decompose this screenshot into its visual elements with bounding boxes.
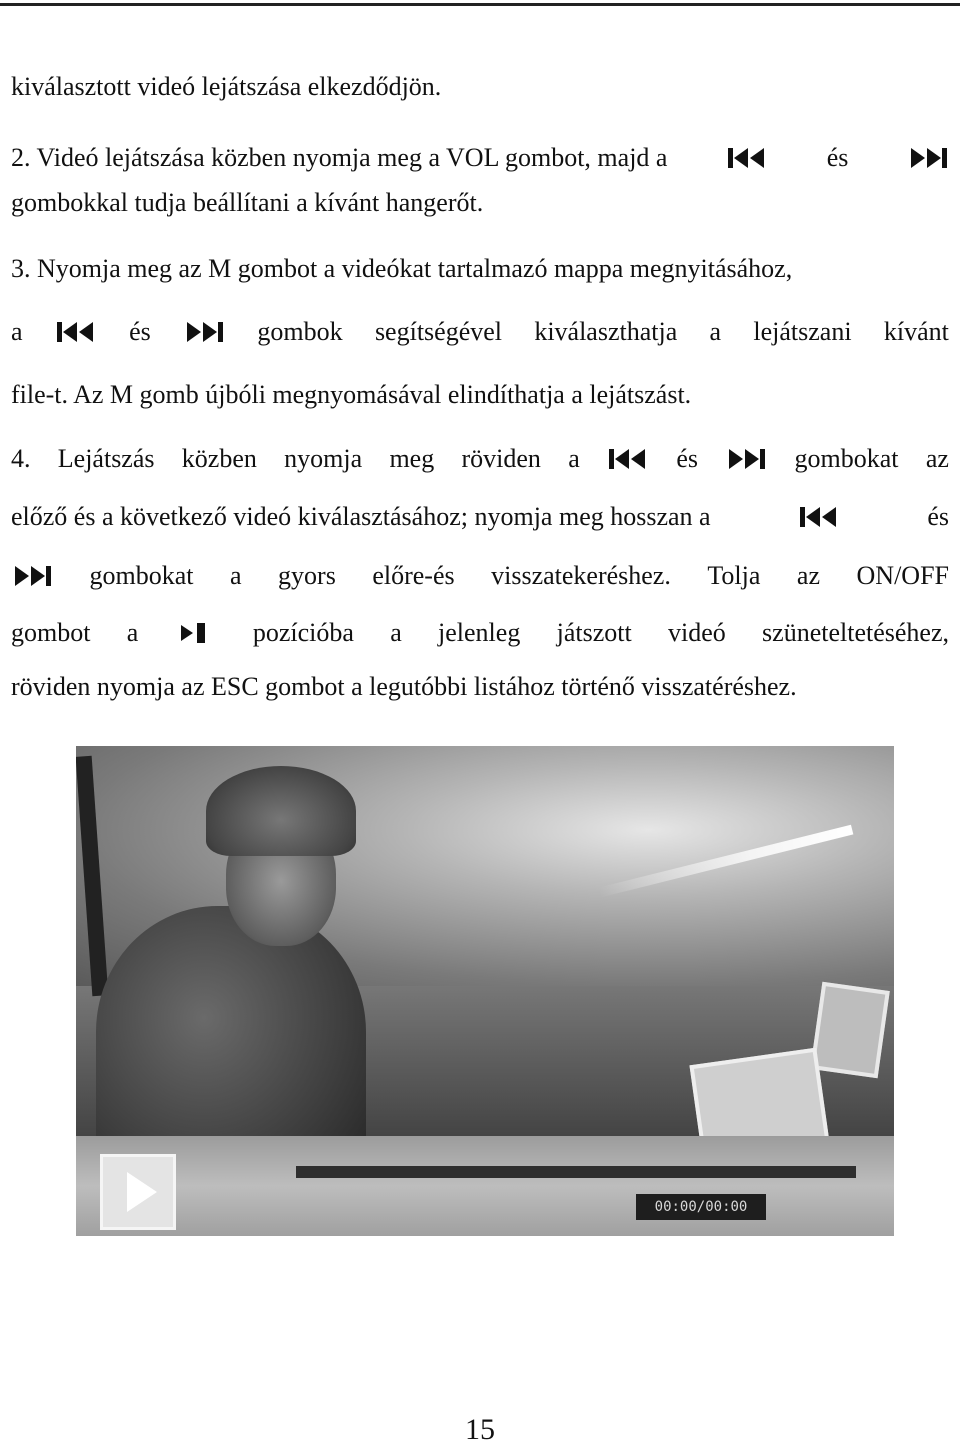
p3-word: és <box>129 317 151 346</box>
p3-word: gombok <box>257 317 343 346</box>
p4-word: gombokat <box>794 444 899 473</box>
skip-forward-icon <box>907 145 949 171</box>
video-control-bar <box>76 1136 894 1236</box>
p3-word: kiválaszthatja <box>534 317 678 346</box>
p2-line-2 <box>11 176 949 230</box>
video-scene-photo-card <box>810 982 890 1079</box>
p4-word: röviden <box>461 444 541 473</box>
p4-line-1 <box>11 430 949 488</box>
p4-word: és <box>927 502 949 531</box>
play-pause-icon <box>175 620 217 646</box>
p3-word: a <box>11 317 23 346</box>
p3-word: segítségével <box>374 317 503 346</box>
p4-word: Tolja <box>707 561 761 590</box>
p4-word: gyors <box>278 561 336 590</box>
video-time-display <box>636 1194 766 1220</box>
p4-word: ON/OFF <box>856 561 949 590</box>
p4-word: és <box>676 444 698 473</box>
p3-text-3: file-t. Az M gomb újbóli megnyomásával elindíthatja a lejátszást. <box>11 380 692 409</box>
p3-word: lejátszani <box>753 317 852 346</box>
p4-line-3 <box>11 546 949 606</box>
p4-text-5: röviden nyomja az ESC gombot a legutóbbi listához történő visszatéréshez. <box>11 672 797 701</box>
p4-word: az <box>796 561 821 590</box>
p2-text-1: 2. Videó lejátszása közben nyomja meg a VOL gombot, majd a <box>11 143 668 172</box>
p4-word: a <box>126 618 139 647</box>
p3-line-1 <box>11 242 949 296</box>
paragraph-3 <box>11 242 949 422</box>
p3-line-3 <box>11 368 949 422</box>
skip-back-icon <box>798 504 840 530</box>
p4-word: játszott <box>556 618 632 647</box>
p4-word: gombot <box>11 618 91 647</box>
skip-back-icon <box>55 319 97 345</box>
video-play-button[interactable] <box>100 1154 176 1230</box>
p4-word: a <box>230 561 242 590</box>
play-icon <box>127 1172 157 1212</box>
video-time-label: 00:00/00:00 <box>654 1199 748 1215</box>
p4-word: Lejátszás <box>57 444 155 473</box>
p4-word: előre-és <box>372 561 455 590</box>
paragraph-2 <box>11 130 949 230</box>
paragraph-4 <box>11 430 949 714</box>
p3-word: a <box>709 317 722 346</box>
p2-and: és <box>826 143 849 172</box>
p3-text-1: 3. Nyomja meg az M gombot a videókat tartalmazó mappa megnyitásához, <box>11 254 793 283</box>
p4-word: pozícióba <box>252 618 354 647</box>
p4-word: gombokat <box>89 561 194 590</box>
skip-back-icon <box>607 446 649 472</box>
p4-text-2: előző és a következő videó kiválasztásához; nyomja meg hosszan a <box>11 502 711 531</box>
skip-forward-icon <box>183 319 225 345</box>
skip-back-icon <box>726 145 768 171</box>
p4-word: jelenleg <box>438 618 521 647</box>
video-player-screenshot <box>76 746 894 1236</box>
video-scene-helmet <box>206 766 356 856</box>
skip-forward-icon <box>11 563 53 589</box>
page-number: 15 <box>465 1413 495 1446</box>
p2-text-2: gombokkal tudja beállítani a kívánt hangerőt. <box>11 188 484 217</box>
video-progress-bar[interactable] <box>296 1166 856 1178</box>
p3-word: kívánt <box>883 317 949 346</box>
p3-line-2 <box>11 296 949 368</box>
top-rule <box>0 3 960 6</box>
p4-word: a <box>568 444 580 473</box>
p4-word: nyomja <box>284 444 363 473</box>
p1-text: kiválasztott videó lejátszása elkezdődjön. <box>11 72 442 101</box>
p4-word: meg <box>389 444 435 473</box>
p4-word: az <box>925 444 949 473</box>
p4-word: videó <box>667 618 726 647</box>
p4-word: közben <box>181 444 257 473</box>
p4-word: szüneteltetéséhez, <box>762 618 949 647</box>
skip-forward-icon <box>725 446 767 472</box>
p4-word: 4. <box>11 444 31 473</box>
p4-word: visszatekeréshez. <box>491 561 671 590</box>
p4-line-4 <box>11 606 949 660</box>
p4-word: a <box>390 618 402 647</box>
paragraph-1 <box>11 60 949 114</box>
p1-line-1 <box>11 60 949 114</box>
p4-line-5 <box>11 660 949 714</box>
p4-line-2 <box>11 488 949 546</box>
